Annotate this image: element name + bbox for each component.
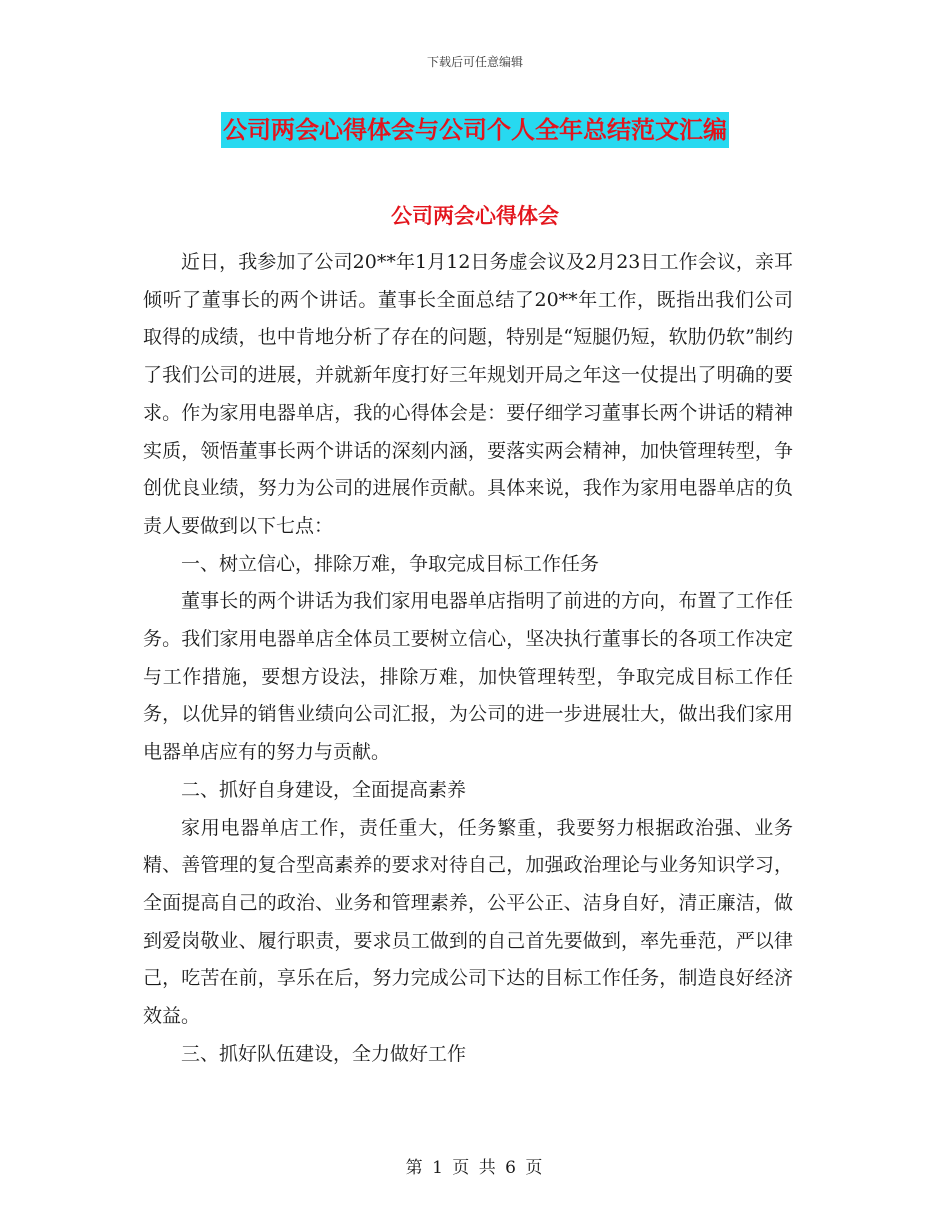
- document-title: 公司两会心得体会与公司个人全年总结范文汇编: [221, 112, 729, 148]
- section-title: 公司两会心得体会: [391, 204, 559, 228]
- paragraph-intro: 近日，我参加了公司20**年1月12日务虚会议及2月23日工作会议，亲耳倾听了董事长的两个讲话。董事长全面总结了20**年工作，既指出我们公司取得的成绩，也中肯地分析了存在的问题，特别是“短腿仍短，软肋仍软”制约了我们公司的进展，并就新年度打好三年规划开局之年这一仗提出了明确的要求。作为家用电器单店，我的心得体会是：要仔细学习董事长两个讲话的精神实质，领悟董事长两个讲话的深刻内涵，要落实两会精神，加快管理转型，争创优良业绩，努力为公司的进展作贡献。具体来说，我作为家用电器单店的负责人要做到以下七点：: [143, 251, 793, 537]
- paragraph-body-2: 家用电器单店工作，责任重大，任务繁重，我要努力根据政治强、业务精、善管理的复合型高素养的要求对待自己，加强政治理论与业务知识学习，全面提高自己的政治、业务和管理素养，公平公正、洁身自好，清正廉洁，做到爱岗敬业、履行职责，要求员工做到的自己首先要做到，率先垂范，严以律己，吃苦在前，享乐在后，努力完成公司下达的目标工作任务，制造良好经济效益。: [143, 816, 793, 1028]
- paragraph-heading-3: 三、抓好队伍建设，全力做好工作: [181, 1042, 467, 1065]
- document-body: [143, 244, 793, 1073]
- paragraph-heading-2: 二、抓好自身建设，全面提高素养: [181, 778, 467, 801]
- paragraph-heading-1: 一、树立信心，排除万难，争取完成目标工作任务: [181, 552, 600, 575]
- header-note: 下载后可任意编辑: [426, 55, 523, 69]
- paragraph-body-1: 董事长的两个讲话为我们家用电器单店指明了前进的方向，布置了工作任务。我们家用电器单店全体员工要树立信心，坚决执行董事长的各项工作决定与工作措施，要想方设法，排除万难，加快管理转型，争取完成目标工作任务，以优异的销售业绩向公司汇报，为公司的进一步进展壮大，做出我们家用电器单店应有的努力与贡献。: [143, 590, 793, 764]
- page-number-footer: 第 1 页 共 6 页: [405, 1158, 545, 1178]
